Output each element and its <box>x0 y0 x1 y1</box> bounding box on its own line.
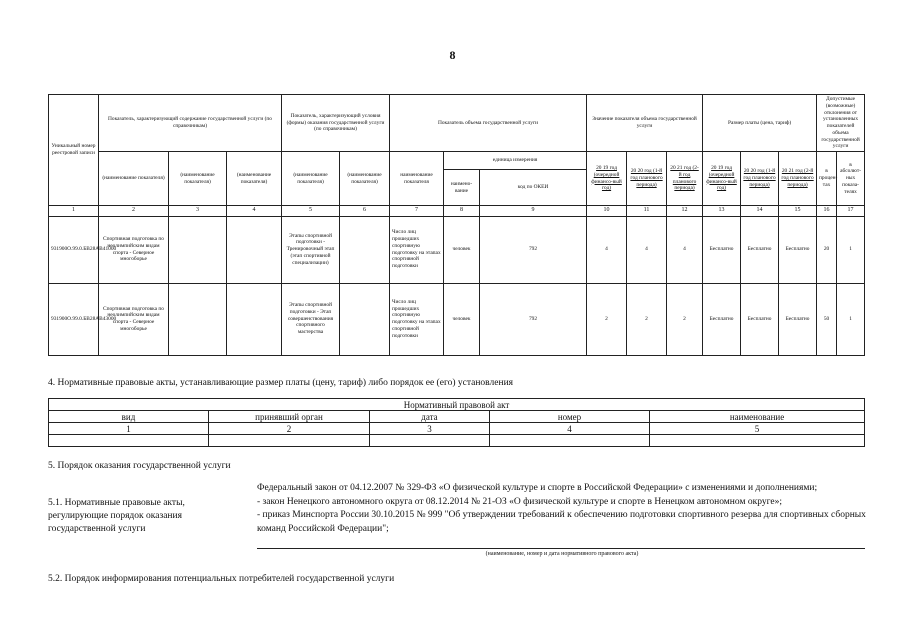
empty-cell <box>227 216 282 283</box>
header-deviation: Допустимые (возможные) отклонения от установленных показателей объема государственной услуги <box>817 95 865 152</box>
subheader-absolute: в абсолют-ных показа-телях <box>837 152 865 206</box>
unit-cell: человек <box>444 216 480 283</box>
content-cell: Спортивная подготовка по неолимпийским видам спорта - Северное многоборье <box>99 283 169 355</box>
acts-col-index: 2 <box>209 423 370 435</box>
section-5-1-caption: (наименование, номер и дата нормативного правового акта) <box>485 551 639 557</box>
absolute-cell: 1 <box>837 216 865 283</box>
record-code: 931900О.99.0.БВ28АВ43000 <box>49 283 99 355</box>
acts-col-authority: принявший орган <box>209 411 370 423</box>
indicator-cell: Число лиц прошедших спортивную подготовку на этапах спортивной подготовки <box>390 216 444 283</box>
empty-cell <box>169 216 227 283</box>
acts-col-index: 3 <box>370 423 490 435</box>
acts-col-index: 4 <box>490 423 650 435</box>
content-cell: Спортивная подготовка по неолимпийским видам спорта - Северное многоборье <box>99 216 169 283</box>
value-cell: 4 <box>627 216 667 283</box>
empty-cell <box>650 435 865 447</box>
empty-cell <box>370 435 490 447</box>
empty-cell <box>49 435 209 447</box>
empty-cell <box>227 283 282 355</box>
price-cell: Бесплатно <box>779 283 817 355</box>
placeholder-condition-2: (наименование показателя) <box>340 152 390 206</box>
column-number: 7 <box>390 206 444 217</box>
subheader-unit: единица измерения <box>444 152 587 170</box>
acts-table-title: Нормативный правовой акт <box>49 399 865 411</box>
column-number: 1 <box>49 206 99 217</box>
value-cell: 4 <box>667 216 703 283</box>
value-cell: 4 <box>587 216 627 283</box>
okei-cell: 792 <box>480 216 587 283</box>
underline <box>257 548 865 549</box>
page-number: 8 <box>449 48 456 62</box>
acts-col-index: 5 <box>650 423 865 435</box>
subheader-okei: код по ОКЕИ <box>480 170 587 206</box>
column-number: 14 <box>741 206 779 217</box>
normative-acts-table <box>48 398 865 447</box>
column-number: 13 <box>703 206 741 217</box>
column-number: 2 <box>99 206 169 217</box>
subheader-indicator-name: наименование показателя <box>390 152 444 206</box>
empty-cell <box>340 283 390 355</box>
header-content: Показатель, характеризующий содержание государственной услуги (по справочникам) <box>99 95 282 152</box>
column-number: 17 <box>837 206 865 217</box>
column-number: 5 <box>282 206 340 217</box>
value-cell: 2 <box>587 283 627 355</box>
header-volume: Показатель объема государственной услуги <box>390 95 587 152</box>
percent-cell: 50 <box>817 283 837 355</box>
subheader-percent: в процен-тах <box>817 152 837 206</box>
section-4-heading: 4. Нормативные правовые акты, устанавливающие размер платы (цену, тариф) либо порядок ее (его) установления <box>48 378 514 388</box>
price-cell: Бесплатно <box>703 283 741 355</box>
empty-cell <box>169 283 227 355</box>
percent-cell: 20 <box>817 216 837 283</box>
section-5-2-heading: 5.2. Порядок информирования потенциальных потребителей государственной услуги <box>48 574 395 584</box>
placeholder-content-1: (наименование показателя) <box>99 152 169 206</box>
placeholder-content-2: (наименование показателя) <box>169 152 227 206</box>
unit-cell: человек <box>444 283 480 355</box>
price-cell: Бесплатно <box>741 216 779 283</box>
acts-col-name: наименование <box>650 411 865 423</box>
absolute-cell: 1 <box>837 283 865 355</box>
section-5-heading: 5. Порядок оказания государственной услуги <box>48 461 231 471</box>
column-number: 11 <box>627 206 667 217</box>
section-5-1-label: 5.1. Нормативные правовые акты, регулирующие порядок оказания государственной услуги <box>48 498 185 534</box>
column-number: 16 <box>817 206 837 217</box>
subheader-price-2: 20 20 год (1-й год планового периода) <box>741 152 779 206</box>
indicator-cell: Число лиц прошедших спортивную подготовку на этапах спортивной подготовки <box>390 283 444 355</box>
acts-col-number: номер <box>490 411 650 423</box>
header-price: Размер платы (цена, тариф) <box>703 95 817 152</box>
table-row <box>49 216 865 283</box>
price-cell: Бесплатно <box>741 283 779 355</box>
price-cell: Бесплатно <box>703 216 741 283</box>
acts-col-date: дата <box>370 411 490 423</box>
record-code: 931900О.99.0.БВ28АВ41000 <box>49 216 99 283</box>
condition-cell: Этапы спортивной подготовки - Тренировочный этап (этап спортивной специализации) <box>282 216 340 283</box>
subheader-price-3: 20 21 год (2-й год планового периода) <box>779 152 817 206</box>
table-row <box>49 283 865 355</box>
okei-cell: 792 <box>480 283 587 355</box>
column-number: 3 <box>169 206 227 217</box>
placeholder-condition-1: (наименование показателя) <box>282 152 340 206</box>
service-volume-table <box>48 94 865 356</box>
value-cell: 2 <box>667 283 703 355</box>
price-cell: Бесплатно <box>779 216 817 283</box>
subheader-value-3: 20 21 год (2-й год планового периода) <box>667 152 703 206</box>
column-number: 8 <box>444 206 480 217</box>
act-line: Федеральный закон от 04.12.2007 № 329-ФЗ «О физической культуре и спорте в Российской Федерации» с изменениями и дополнениями; <box>257 483 818 493</box>
acts-col-index: 1 <box>49 423 209 435</box>
column-number: 10 <box>587 206 627 217</box>
subheader-unit-name: наимено-вание <box>444 170 480 206</box>
placeholder-content-3: (наименование показателя) <box>227 152 282 206</box>
condition-cell: Этапы спортивной подготовки - Этап совершенствования спортивного мастерства <box>282 283 340 355</box>
act-line: - закон Ненецкого автономного округа от 08.12.2014 № 21-ОЗ «О физической культуре и спорте в Ненецком автономном округе»; <box>257 496 782 507</box>
column-number: 9 <box>480 206 587 217</box>
section-5-1-acts <box>257 482 867 536</box>
header-record-number: Уникальный номер реестровой записи <box>49 95 99 206</box>
empty-cell <box>490 435 650 447</box>
header-conditions: Показатель, характеризующий условия (формы) оказания государственной услуги (по справочникам) <box>282 95 390 152</box>
column-numbers-row <box>49 206 865 217</box>
empty-cell <box>209 435 370 447</box>
subheader-price-1: 20 19 год (очередной финансо-вый год) <box>703 152 741 206</box>
column-number: 6 <box>340 206 390 217</box>
header-value: Значение показателя объема государственной услуги <box>587 95 703 152</box>
value-cell: 2 <box>627 283 667 355</box>
subheader-value-2: 20 20 год (1-й год планового периода) <box>627 152 667 206</box>
acts-col-type: вид <box>49 411 209 423</box>
column-number: 4 <box>227 206 282 217</box>
column-number: 15 <box>779 206 817 217</box>
column-number: 12 <box>667 206 703 217</box>
act-line: - приказ Минспорта России 30.10.2015 № 999 "Об утверждении требований к обеспечению подготовки спортивного резерва для спортивных сборных команд Российской Федерации"; <box>257 510 866 534</box>
empty-cell <box>340 216 390 283</box>
subheader-value-1: 20 19 год (очередной финансо-вый год) <box>587 152 627 206</box>
